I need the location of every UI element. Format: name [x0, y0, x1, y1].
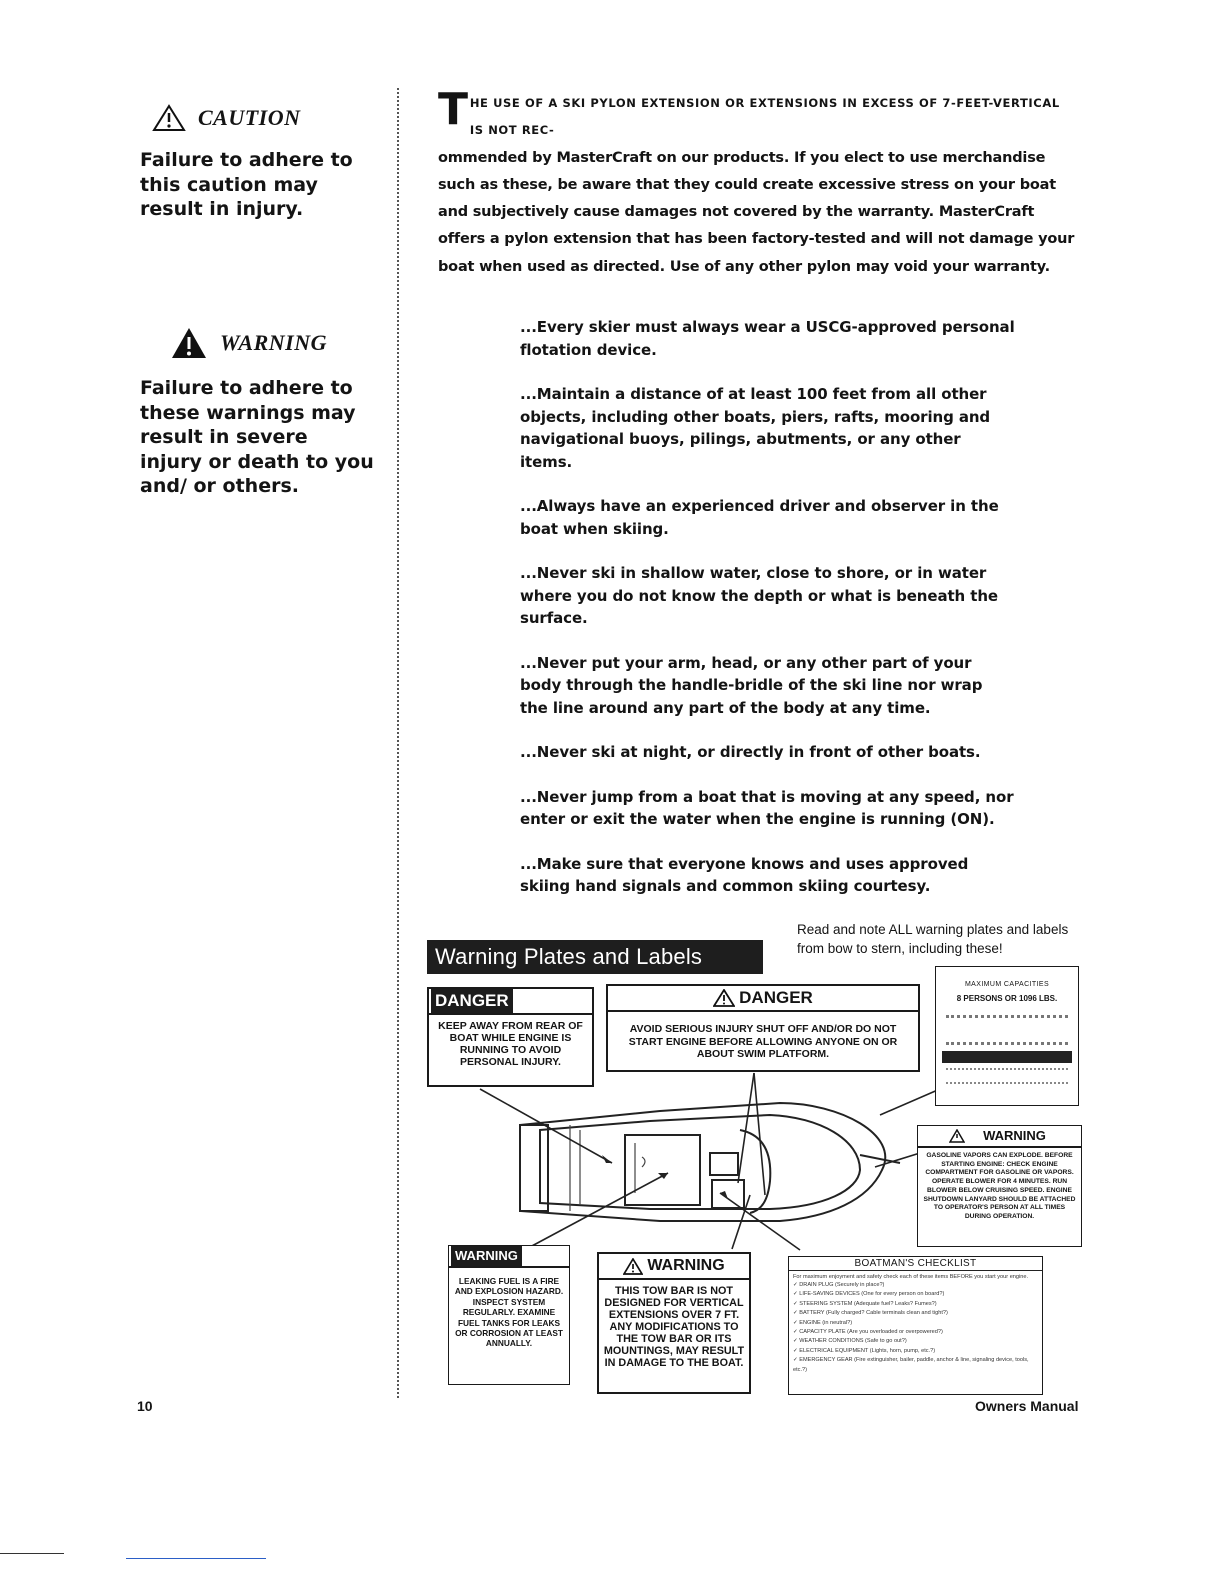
skier-rules-list [520, 316, 1015, 920]
checklist-item: ✓ DRAIN PLUG (Securely in place?) [793, 1282, 885, 1288]
read-note: Read and note ALL warning plates and labels from bow to stern, including these! [797, 922, 1069, 956]
gasoline-warning-head: WARNING [979, 1126, 1050, 1146]
list-item: ...Never ski at night, or directly in front of other boats. [520, 743, 981, 761]
checklist-item: ✓ LIFE-SAVING DEVICES (One for every person on board?) [793, 1291, 945, 1298]
gasoline-warning-label [917, 1125, 1082, 1247]
list-item: ...Never ski in shallow water, close to shore, or in water where you do not know the depth or what is beneath the surface. [520, 564, 998, 627]
list-item: ...Never put your arm, head, or any other part of your body through the handle-bridle of the ski line nor wrap the line around any part of the body at any time. [520, 653, 983, 717]
caution-title: CAUTION [198, 105, 301, 130]
warning-triangle-icon [949, 1129, 965, 1143]
checklist-item: ✓ ELECTRICAL EQUIPMENT (Lights, horn, pump, etc.?) [793, 1347, 936, 1354]
warning-heading [170, 326, 327, 360]
danger-swim-text: AVOID SERIOUS INJURY SHUT OFF AND/OR DO NOT START ENGINE BEFORE ALLOWING ANYONE ON OR ABOUT SWIM PLATFORM. [628, 1023, 898, 1060]
capacity-fine-print-2 [946, 1068, 1068, 1084]
list-item: ...Maintain a distance of at least 100 feet from all other objects, including other boats, piers, rafts, mooring and navigational buoys, pilings, abutments, or any other items. [520, 385, 991, 471]
warning-triangle-icon [170, 326, 208, 360]
warning-plates-title: Warning Plates and Labels [427, 940, 763, 974]
capacity-plate [935, 966, 1079, 1106]
caution-triangle-icon [152, 104, 186, 132]
boatmans-checklist [788, 1256, 1043, 1395]
capacity-black-band [942, 1051, 1072, 1063]
tow-bar-warning-head: WARNING [647, 1257, 725, 1274]
checklist-head: BOATMAN'S CHECKLIST [789, 1257, 1042, 1271]
checklist-item: ✓ ENGINE (in neutral?) [793, 1319, 853, 1326]
gasoline-warning-text: GASOLINE VAPORS CAN EXPLODE. BEFORE STARTING ENGINE: CHECK ENGINE COMPARTMENT FOR GASOLINE OR VAPORS. OPERATE BLOWER FOR 4 MINUTES. RUN BLOWER BELOW CRUISING SPEED. ENGINE SHUTDOWN LANYARD SHOULD BE ATTACHED TO OPERATOR'S PERSON AT ALL TIMES DURING OPERATION. [923, 1152, 1076, 1220]
scan-rule-left [0, 1553, 64, 1554]
pylon-intro-paragraph [438, 84, 1078, 281]
checklist-item: ✓ WEATHER CONDITIONS (Safe to go out?) [793, 1338, 907, 1345]
fuel-warning-head: WARNING [451, 1246, 522, 1266]
caution-text: Failure to adhere to this caution may result in injury. [140, 149, 353, 220]
warning-text: Failure to adhere to these warnings may result in severe injury or death to you and/ or others. [140, 377, 374, 497]
list-item: ...Never jump from a boat that is moving at any speed, nor enter or exit the water when the engine is running (ON). [520, 787, 1014, 828]
tow-bar-warning-label [597, 1252, 751, 1394]
list-item: ...Always have an experienced driver and observer in the boat when skiing. [520, 497, 999, 538]
intro-lead-caps: HE USE OF A SKI PYLON EXTENSION OR EXTENSIONS IN EXCESS OF 7-FEET-VERTICAL IS NOT REC- [469, 96, 1060, 138]
intro-body: ommended by MasterCraft on our products. If you elect to use merchandise such as these, be aware that they could create excessive stress on your boat and subjectively cause damages not covered by the warranty. MasterCraft offers a pylon extension that has been factory-tested and will not damage your boat when used as directed. Use of any other pylon may void your warranty. [438, 149, 1075, 275]
checklist-intro: For maximum enjoyment and safety check each of these items BEFORE you start your engine. [793, 1274, 1029, 1280]
danger-swim-head: DANGER [739, 988, 813, 1007]
checklist-item: ✓ CAPACITY PLATE (Are you overloaded or overpowered?) [793, 1329, 943, 1336]
checklist-item: ✓ EMERGENCY GEAR (Fire extinguisher, bailer, paddle, anchor & line, signaling device, tools, etc.?) [793, 1357, 1029, 1373]
capacity-head: MAXIMUM CAPACITIES [964, 981, 1050, 988]
danger-rear-head: DANGER [431, 989, 513, 1013]
danger-swim-label [606, 984, 920, 1072]
scan-rule-blue [126, 1558, 266, 1559]
warning-triangle-icon [623, 1258, 643, 1275]
caution-heading [152, 104, 301, 132]
tow-bar-warning-text: THIS TOW BAR IS NOT DESIGNED FOR VERTICAL EXTENSIONS OVER 7 FT. ANY MODIFICATIONS TO THE TOW BAR OR ITS MOUNTINGS, MAY RESULT IN DAMAGE TO THE BOAT. [603, 1285, 745, 1369]
column-divider [397, 88, 399, 1398]
checklist-item: ✓ STEERING SYSTEM (Adequate fuel? Leaks? Fumes?) [793, 1300, 937, 1307]
drop-cap: T [438, 84, 468, 135]
list-item: ...Make sure that everyone knows and uses approved skiing hand signals and common skiing courtesy. [520, 854, 969, 895]
fuel-warning-text: LEAKING FUEL IS A FIRE AND EXPLOSION HAZARD. INSPECT SYSTEM REGULARLY. EXAMINE FUEL TANKS FOR LEAKS OR CORROSION AT LEAST ANNUALLY. [454, 1276, 564, 1349]
capacity-fine-print [946, 1015, 1068, 1045]
capacity-value: 8 PERSONS OR 1096 LBS. [956, 994, 1058, 1003]
footer-title: Owners Manual [975, 1398, 1079, 1414]
danger-rear-text: KEEP AWAY FROM REAR OF BOAT WHILE ENGINE IS RUNNING TO AVOID PERSONAL INJURY. [438, 1020, 583, 1068]
checklist-item: ✓ BATTERY (Fully charged? Cable terminals clean and tight?) [793, 1310, 948, 1317]
danger-triangle-icon [713, 989, 735, 1007]
list-item: ...Every skier must always wear a USCG-approved personal flotation device. [520, 318, 1015, 359]
page-number: 10 [137, 1398, 153, 1414]
fuel-warning-label [448, 1245, 570, 1385]
warning-title: WARNING [220, 330, 328, 355]
danger-rear-label [427, 987, 594, 1087]
